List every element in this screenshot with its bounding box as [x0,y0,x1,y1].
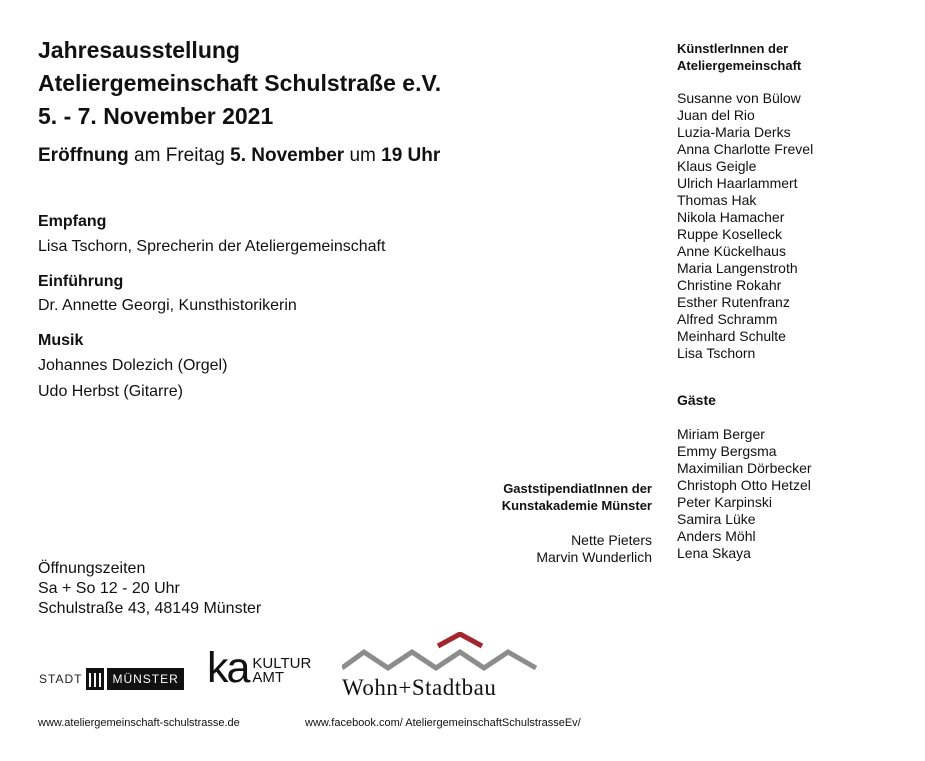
list-item: Marvin Wunderlich [536,549,652,565]
exhibition-title [38,34,441,133]
muenster-label: MÜNSTER [107,668,183,690]
kulturamt-text [252,657,311,685]
intro-text: Dr. Annette Georgi, Kunsthistorikerin [38,297,297,314]
list-item: Peter Karpinski [677,494,772,510]
list-item: Christoph Otto Hetzel [677,477,811,493]
list-item: Susanne von Bülow [677,90,801,106]
list-item: Emmy Bergsma [677,443,777,459]
list-item: Miriam Berger [677,426,765,442]
fellows-heading-line: Kunstakademie Münster [501,498,652,513]
website-link[interactable]: www.ateliergemeinschaft-schulstrasse.de [38,717,240,729]
list-item: Ruppe Koselleck [677,226,783,242]
opening-um: um [344,145,382,166]
list-item: Luzia-Maria Derks [677,124,791,140]
rooftops-icon [342,632,542,672]
list-item: Anna Charlotte Frevel [677,141,814,157]
list-item: Samira Lüke [677,511,756,527]
list-item: Nette Pieters [571,532,652,548]
list-item: Lisa Tschorn [677,345,756,361]
kulturamt-ka: ka [207,644,249,692]
artists-heading [677,40,801,74]
stadt-muenster-logo [39,666,184,691]
list-item: Ulrich Haarlammert [677,175,798,191]
music-heading: Musik [38,332,84,349]
guests-heading: Gäste [677,392,716,408]
hours-times: Sa + So 12 - 20 Uhr [38,580,180,597]
list-item: Klaus Geigle [677,158,757,174]
list-item: Juan del Rio [677,107,755,123]
wohn-stadtbau-logo [342,632,542,700]
opening-label: Eröffnung [38,145,129,166]
fellows-heading-line: GaststipendiatInnen der [503,481,652,496]
list-item: Alfred Schramm [677,311,778,327]
list-item: Lena Skaya [677,545,751,561]
fellows-list [536,532,652,566]
intro-heading: Einführung [38,273,124,290]
reception-heading: Empfang [38,213,107,230]
list-item: Anne Kückelhaus [677,243,786,259]
opening-line [38,144,440,168]
opening-day: am Freitag [128,145,231,166]
list-item: Nikola Hamacher [677,209,785,225]
opening-date: 5. November [230,145,345,166]
fellows-heading [502,480,652,514]
opening-hours [38,559,261,619]
hours-address: Schulstraße 43, 48149 Münster [38,600,262,617]
stadt-label: STADT [39,671,83,686]
wohn-stadtbau-text: Wohn+Stadtbau [342,675,497,700]
title-dates: 5. - 7. November 2021 [38,103,274,129]
music-item: Udo Herbst (Gitarre) [38,383,183,400]
list-item: Thomas Hak [677,192,757,208]
list-item: Esther Rutenfranz [677,294,790,310]
facebook-link[interactable]: www.facebook.com/ AteliergemeinschaftSchulstrasseEv/ [305,717,581,729]
artists-heading-line: Ateliergemeinschaft [677,58,802,73]
list-item: Maximilian Dörbecker [677,460,812,476]
guests-list [677,426,812,562]
artists-list [677,90,813,362]
list-item: Meinhard Schulte [677,328,786,344]
artists-heading-line: KünstlerInnen der [677,41,789,56]
kulturamt-line: KULTUR [252,655,312,672]
city-emblem-icon [86,668,104,690]
list-item: Maria Langenstroth [677,260,798,276]
title-line-1: Jahresausstellung [38,37,240,63]
opening-time: 19 Uhr [381,145,441,166]
kulturamt-line: AMT [252,669,285,686]
list-item: Christine Rokahr [677,277,782,293]
reception-text: Lisa Tschorn, Sprecherin der Ateliergemeinschaft [38,238,386,255]
hours-heading: Öffnungszeiten [38,560,146,577]
title-line-2: Ateliergemeinschaft Schulstraße e.V. [38,70,442,96]
kulturamt-logo [207,644,312,692]
list-item: Anders Möhl [677,528,756,544]
music-item: Johannes Dolezich (Orgel) [38,357,228,374]
